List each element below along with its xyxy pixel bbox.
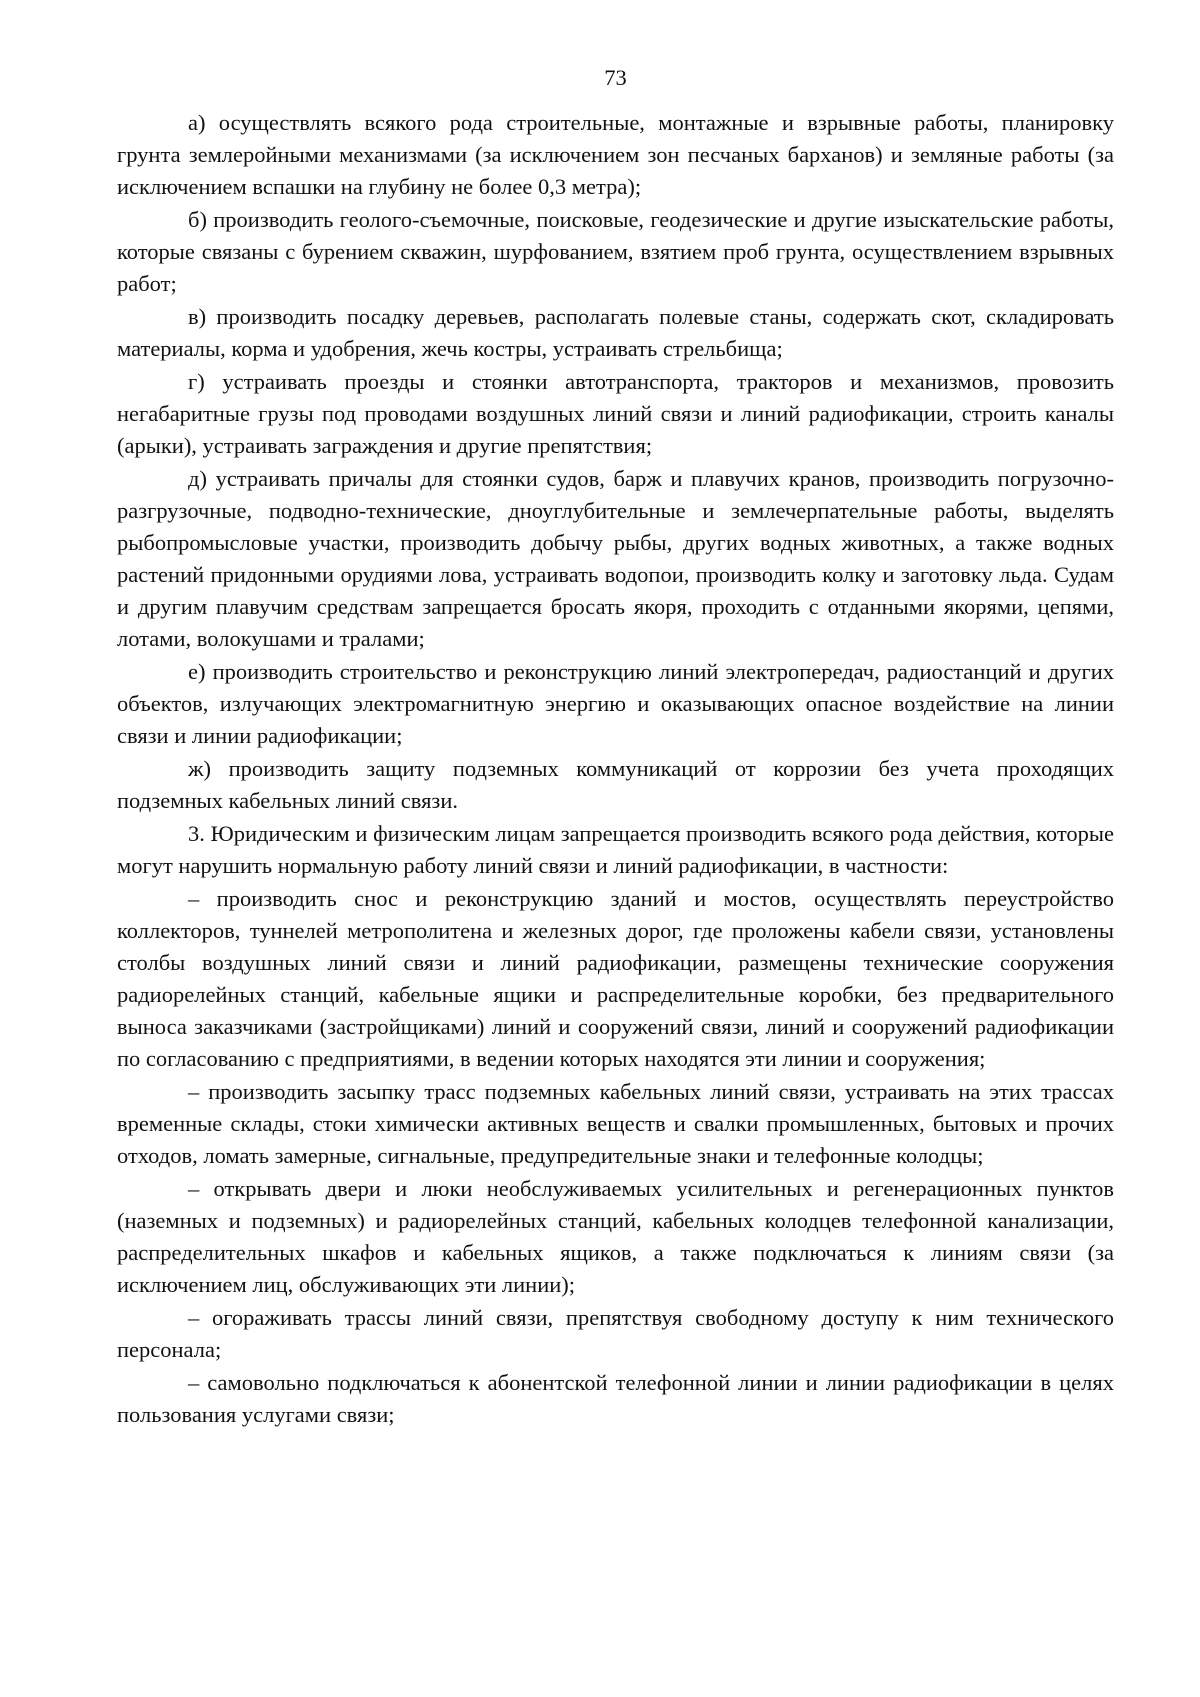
paragraph-e: е) производить строительство и реконструкцию линий электропередач, радиостанций и других объектов, излучающих электромагнитную энергию и оказывающих опасное воздействие на линии связи и линии радиофикации;	[117, 659, 1114, 748]
dash-item-doors: – открывать двери и люки необслуживаемых усилительных и регенерационных пунктов (наземных и подземных) и радиорелейных станций, кабельных колодцев телефонной канализации, распределительных шкафов и кабельных ящиков, а также подключаться к линиям связи (за исключением лиц, обслуживающих эти линии);	[117, 1176, 1114, 1297]
paragraph-3: 3. Юридическим и физическим лицам запрещается производить всякого рода действия, которые могут нарушить нормальную работу линий связи и линий радиофикации, в частности:	[117, 821, 1114, 878]
paragraph-a: а) осуществлять всякого рода строительные, монтажные и взрывные работы, планировку грунта землеройными механизмами (за исключением зон песчаных барханов) и земляные работы (за исключением вспашки на глубину не более 0,3 метра);	[117, 110, 1114, 199]
paragraph-b: б) производить геолого-съемочные, поисковые, геодезические и другие изыскательские работы, которые связаны с бурением скважин, шурфованием, взятием проб грунта, осуществлением взрывных работ;	[117, 207, 1114, 296]
dash-item-backfill: – производить засыпку трасс подземных кабельных линий связи, устраивать на этих трассах временные склады, стоки химически активных веществ и свалки промышленных, бытовых и прочих отходов, ломать замерные, сигнальные, предупредительные знаки и телефонные колодцы;	[117, 1079, 1114, 1168]
document-page	[117, 62, 1114, 1432]
dash-item-demolition: – производить снос и реконструкцию зданий и мостов, осуществлять переустройство коллекторов, туннелей метрополитена и железных дорог, где проложены кабели связи, установлены столбы воздушных линий связи и линий радиофикации, размещены технические сооружения радиорелейных станций, кабельные ящики и распределительные коробки, без предварительного выноса заказчиками (застройщиками) линий и сооружений связи, линий и сооружений радиофикации по согласованию с предприятиями, в ведении которых находятся эти линии и сооружения;	[117, 886, 1114, 1071]
paragraph-g: г) устраивать проезды и стоянки автотранспорта, тракторов и механизмов, провозить негабаритные грузы под проводами воздушных линий связи и линий радиофикации, строить каналы (арыки), устраивать заграждения и другие препятствия;	[117, 369, 1114, 458]
paragraph-d: д) устраивать причалы для стоянки судов, барж и плавучих кранов, производить погрузочно-разгрузочные, подводно-технические, дноуглубительные и землечерпательные работы, выделять рыбопромысловые участки, производить добычу рыбы, других водных животных, а также водных растений придонными орудиями лова, устраивать водопои, производить колку и заготовку льда. Судам и другим плавучим средствам запрещается бросать якоря, проходить с отданными якорями, цепями, лотами, волокушами и тралами;	[117, 466, 1114, 651]
paragraph-v: в) производить посадку деревьев, располагать полевые станы, содержать скот, складировать материалы, корма и удобрения, жечь костры, устраивать стрельбища;	[117, 304, 1114, 361]
dash-item-fencing: – огораживать трассы линий связи, препятствуя свободному доступу к ним технического персонала;	[117, 1305, 1114, 1362]
dash-item-connect: – самовольно подключаться к абонентской телефонной линии и линии радиофикации в целях пользования услугами связи;	[117, 1370, 1114, 1427]
paragraph-zh: ж) производить защиту подземных коммуникаций от коррозии без учета проходящих подземных кабельных линий связи.	[117, 756, 1114, 813]
page-number: 73	[604, 65, 627, 90]
